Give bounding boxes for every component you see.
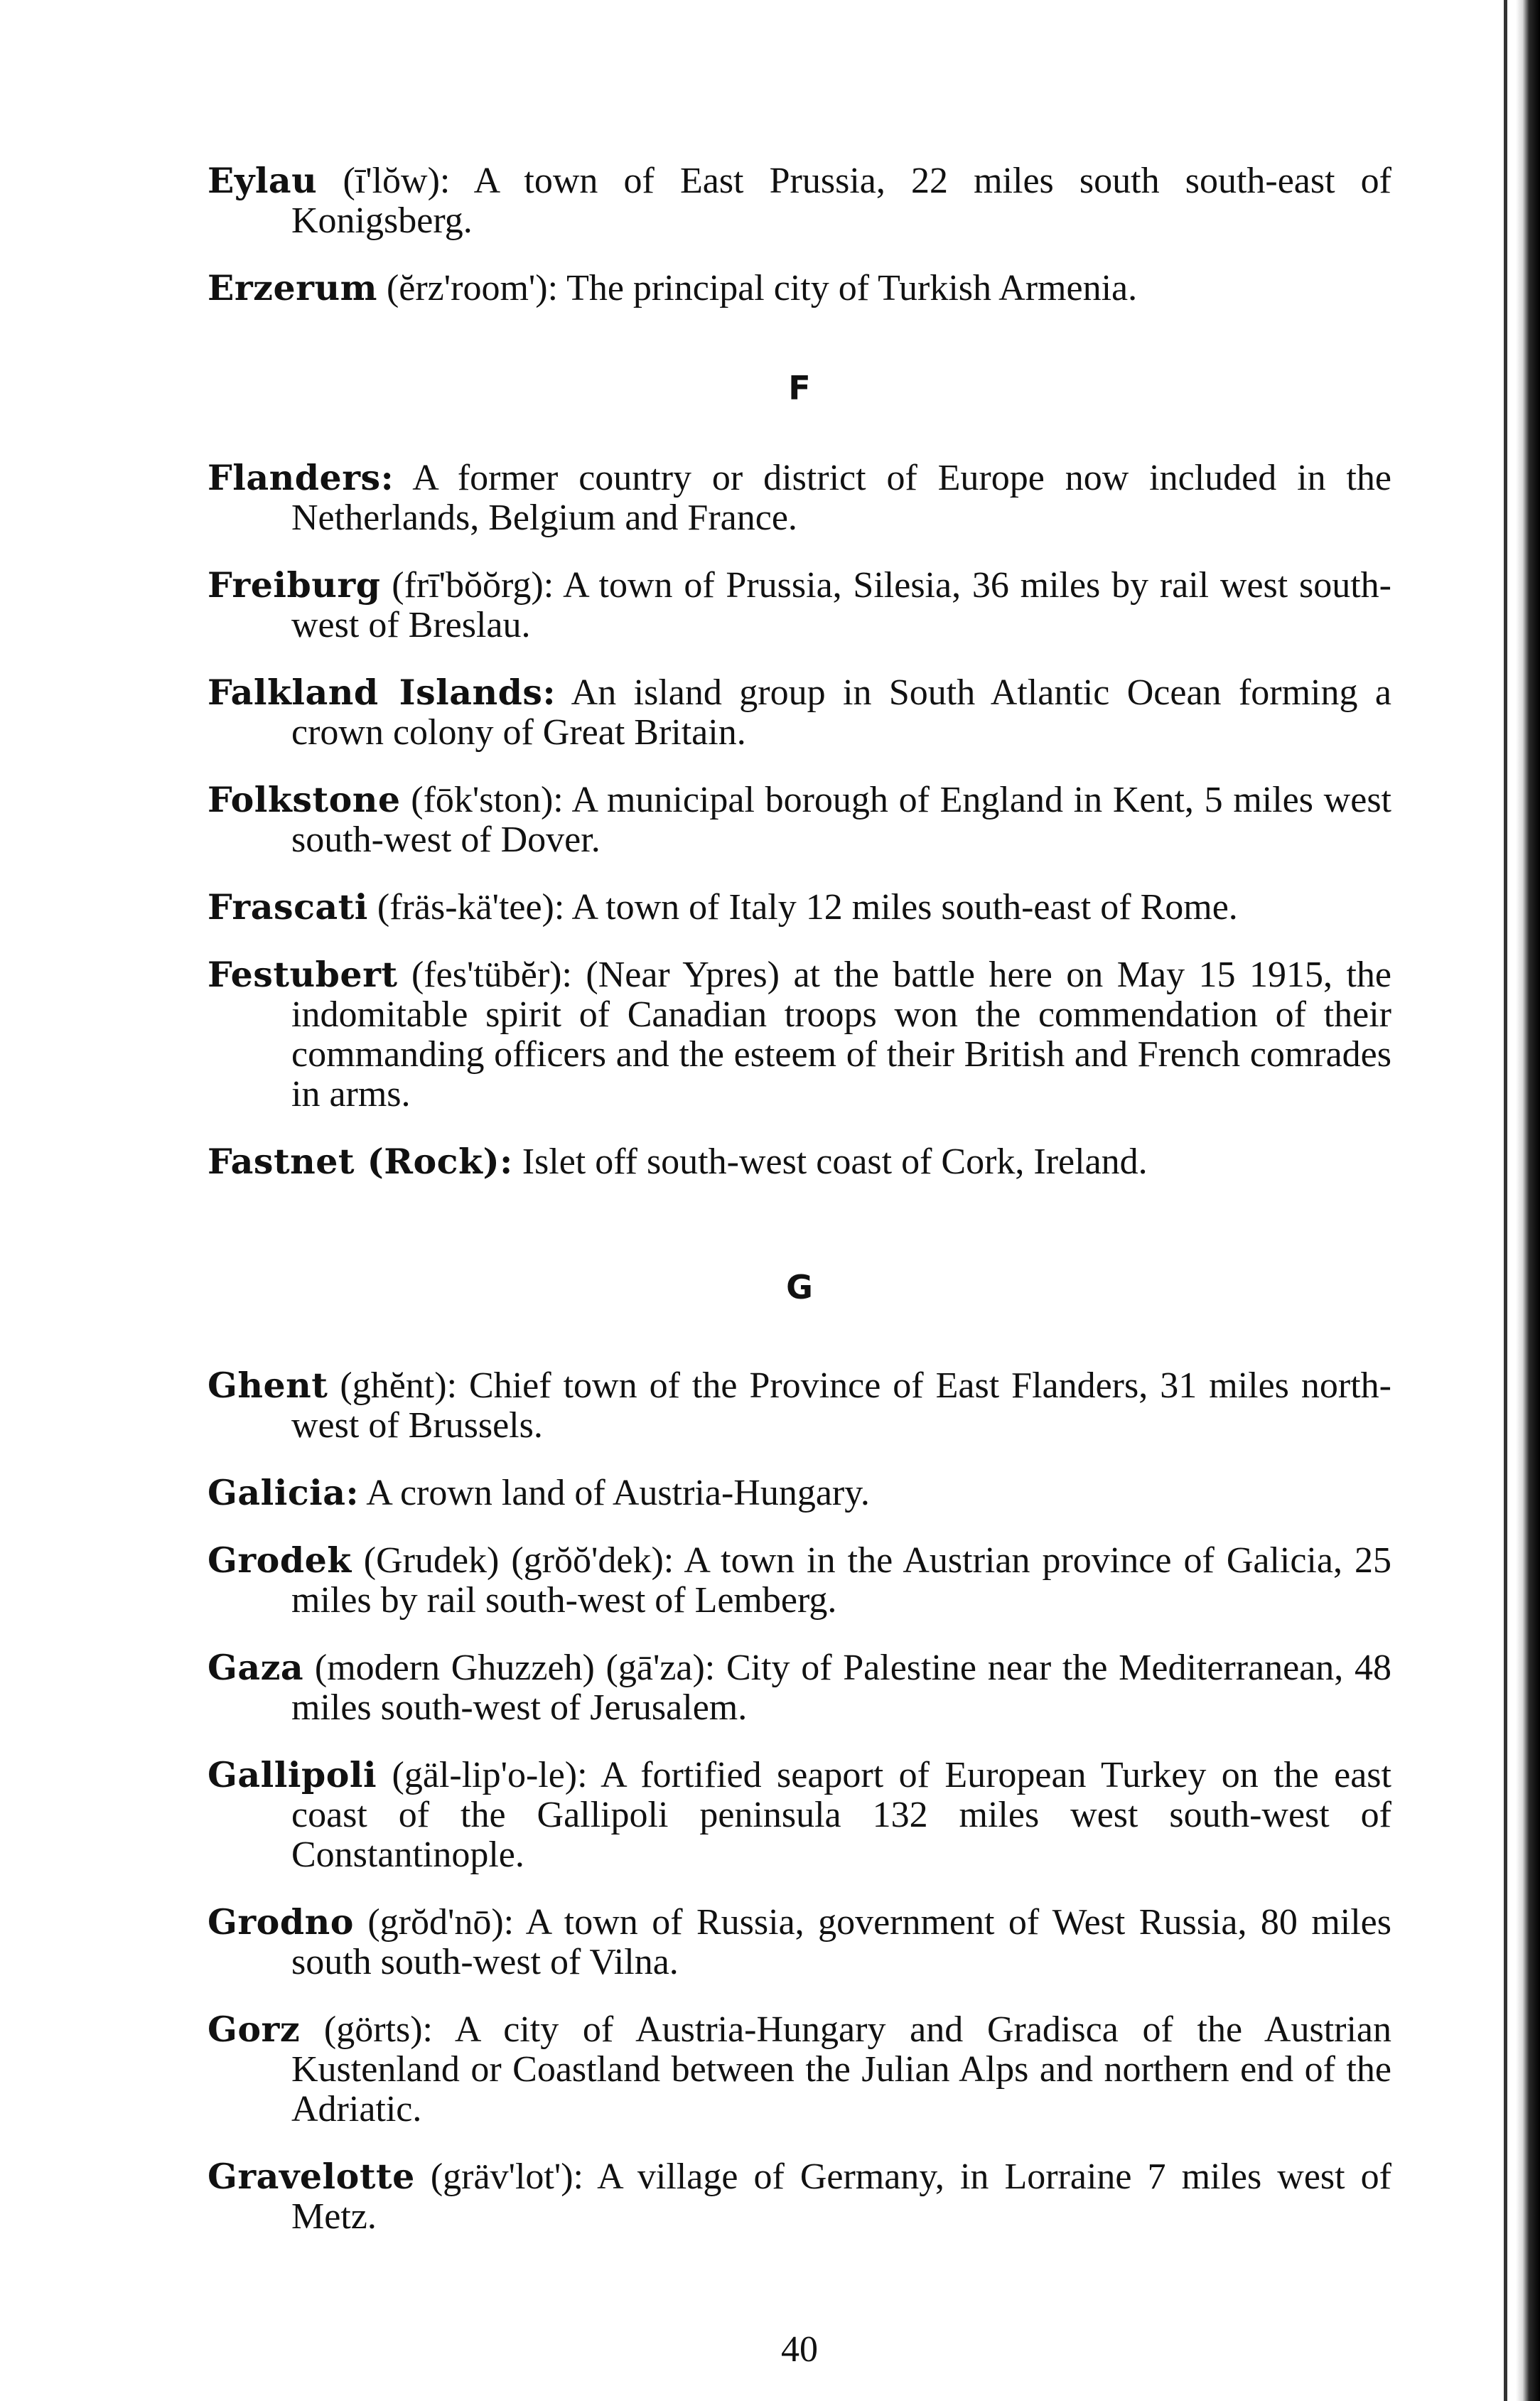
glossary-entry [208,2009,1391,2129]
page-binding-line [1504,0,1507,2401]
section-heading-g: G [786,1268,813,1306]
glossary-entry [208,458,1391,538]
glossary-entry [208,565,1391,645]
glossary-entry [208,955,1391,1114]
glossary-page [208,160,1391,2370]
entry-definition: An island group in South Atlantic Ocean forming a crown colony of Great Britain. [291,672,1391,753]
entry-definition: (gräv'lot'): A village of Germany, in Lorraine 7 miles west of Metz. [291,2156,1391,2237]
entry-term: Falkland Islands: [208,672,556,713]
page-binding-edge [1516,0,1540,2401]
entry-definition: (görts): A city of Austria-Hungary and Gradisca of the Austrian Kustenland or Coastland between the Julian Alps and northern end of the Adriatic. [291,2009,1391,2129]
entry-term: Grodek [208,1540,352,1581]
glossary-entry [208,672,1391,753]
entry-definition: (ī'lŏw): A town of East Prussia, 22 miles south south-east of Konigsberg. [291,161,1391,241]
entry-definition: A crown land of Austria-Hungary. [359,1473,870,1513]
glossary-entry [208,2156,1391,2237]
glossary-entry [208,1365,1391,1446]
glossary-entry [208,268,1391,308]
glossary-entry [208,1755,1391,1875]
entry-term: Freiburg [208,564,381,606]
page-number: 40 [781,2329,818,2370]
entry-definition: (modern Ghuzzeh) (gā'za): City of Palestine near the Mediterranean, 48 miles south-west of Jerusalem. [291,1648,1391,1728]
entry-definition: (fräs-kä'tee): A town of Italy 12 miles south-east of Rome. [367,887,1238,928]
entry-definition: (fōk'ston): A municipal borough of England in Kent, 5 miles west south-west of Dover. [291,780,1391,860]
entry-term: Ghent [208,1365,328,1406]
entry-definition: (ghĕnt): Chief town of the Province of East Flanders, 31 miles north-west of Brussels. [291,1365,1391,1446]
entry-definition: (ĕrz'room'): The principal city of Turkish Armenia. [377,268,1138,308]
glossary-entry [208,887,1391,928]
entry-definition: A former country or district of Europe now included in the Netherlands, Belgium and France. [291,458,1391,538]
entry-definition: Islet off south-west coast of Cork, Ireland. [512,1142,1148,1182]
glossary-entry [208,1902,1391,1982]
entry-definition: (frī'bŏŏrg): A town of Prussia, Silesia, 36 miles by rail west south-west of Breslau. [291,565,1391,645]
entry-definition: (gäl-lip'o-le): A fortified seaport of European Turkey on the east coast of the Gallipoli peninsula 132 miles west south-west of Constantinople. [291,1755,1391,1875]
entry-definition: (Grudek) (grŏŏ'dek): A town in the Austrian province of Galicia, 25 miles by rail south-west of Lemberg. [291,1540,1391,1621]
glossary-entry [208,1142,1391,1182]
glossary-entry [208,1473,1391,1513]
entry-term: Erzerum [208,267,377,308]
entry-term: Gaza [208,1647,304,1688]
entry-term: Galicia: [208,1472,360,1513]
entry-definition: (fes'tübĕr): (Near Ypres) at the battle here on May 15 1915, the indomitable spirit of Canadian troops won the commendation of their commanding officers and the esteem of their British and French comrades in arms. [291,955,1391,1114]
entry-term: Gorz [208,2009,301,2050]
entry-definition: (grŏd'nō): A town of Russia, government of West Russia, 80 miles south south-west of Vilna. [291,1902,1391,1982]
entry-term: Frascati [208,886,368,928]
entry-term: Gravelotte [208,2156,415,2197]
entry-term: Eylau [208,160,318,201]
entry-term: Folkstone [208,779,401,820]
glossary-entry [208,780,1391,860]
entry-term: Festubert [208,954,398,995]
section-heading-f: F [788,369,811,407]
entry-term: Fastnet (Rock): [208,1141,513,1182]
glossary-entry [208,161,1391,241]
glossary-entry [208,1540,1391,1621]
entry-term: Grodno [208,1901,354,1943]
glossary-entry [208,1648,1391,1728]
entry-term: Flanders: [208,457,394,498]
entry-term: Gallipoli [208,1754,377,1795]
